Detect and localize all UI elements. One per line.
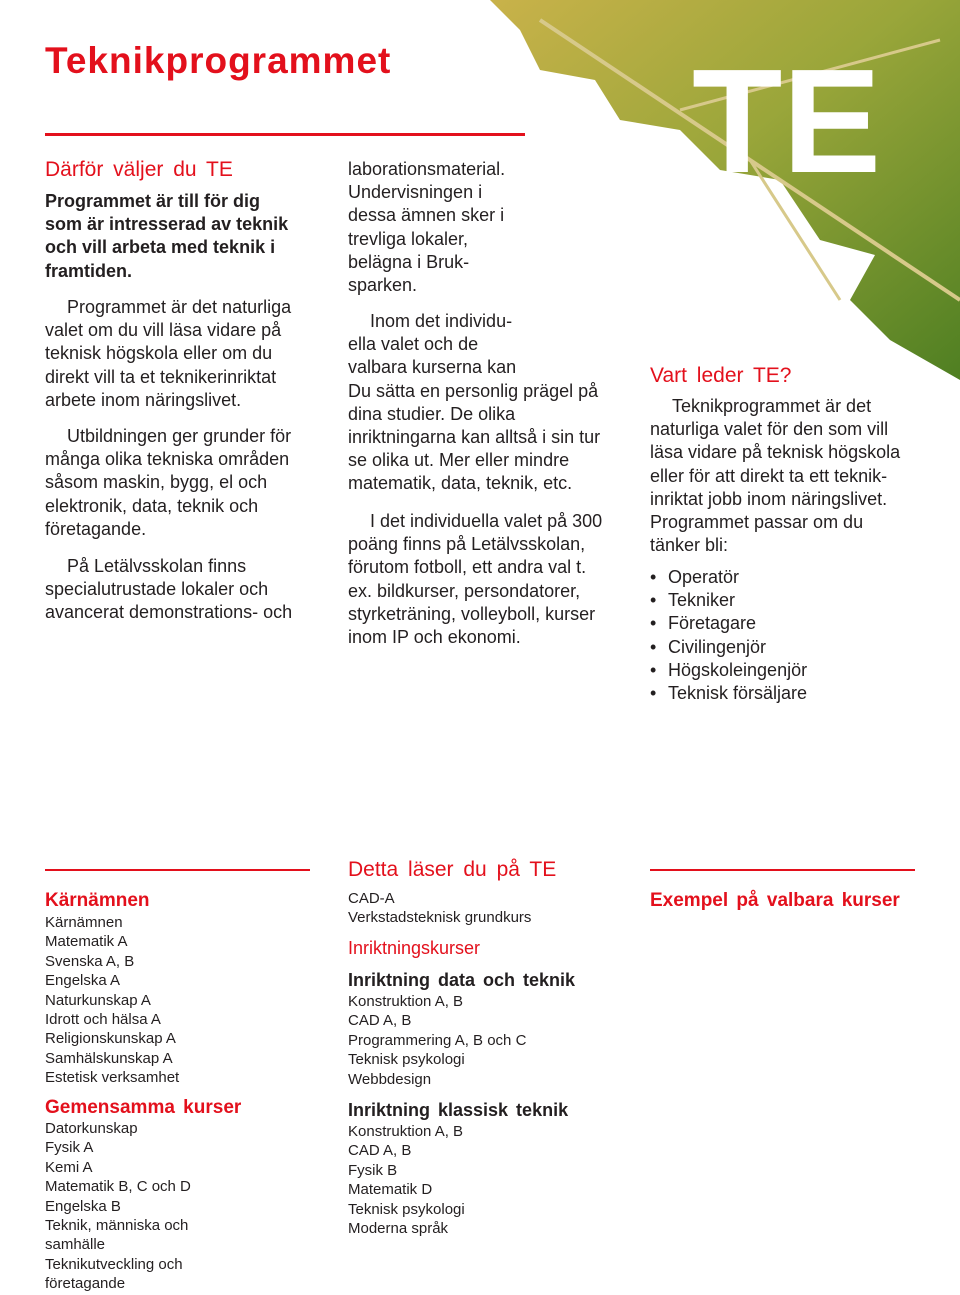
list-item: Matematik A bbox=[45, 933, 128, 951]
gemensamma-list bbox=[45, 1119, 191, 1294]
page-title: Teknikprogrammet bbox=[45, 40, 392, 81]
col2-paragraph-1: laborationsmaterial. Undervisningen i dessa ämnen sker i trevliga lokaler, belägna i Bruk- sparken. bbox=[348, 159, 506, 296]
list-item: Teknikutveckling och bbox=[45, 1255, 183, 1273]
col1-intro: Programmet är till för dig som är intresserad av teknik och vill arbeta med teknik i framtiden. bbox=[45, 191, 289, 281]
list-item: • Högskoleingenjör bbox=[650, 659, 807, 682]
data-teknik-heading: Inriktning data och teknik bbox=[348, 970, 576, 990]
list-item: Teknik, människa och bbox=[45, 1217, 189, 1235]
title-divider bbox=[45, 133, 525, 136]
list-item: CAD A, B bbox=[348, 1012, 412, 1030]
klassisk-teknik-heading: Inriktning klassisk teknik bbox=[348, 1100, 569, 1120]
col2-paragraph-3: I det individuella valet på 300 poäng finns på Letälvsskolan, förutom fotboll, ett andra val t. ex. bildkurser, persondatorer, styrketräning, volleyboll, kurser inom IP och ekonomi. bbox=[348, 511, 603, 648]
data-teknik-list bbox=[348, 992, 526, 1089]
list-item: Programmering A, B och C bbox=[348, 1031, 527, 1049]
list-item: Fysik A bbox=[45, 1139, 94, 1157]
list-item: Matematik D bbox=[348, 1181, 433, 1199]
list-item: Kemi A bbox=[45, 1158, 93, 1176]
list-item: Webbdesign bbox=[348, 1070, 432, 1088]
list-item: CAD-A bbox=[348, 890, 395, 907]
list-item: CAD A, B bbox=[348, 1142, 412, 1160]
list-item: • Tekniker bbox=[650, 589, 807, 612]
courses-divider-left bbox=[45, 869, 310, 871]
gemensamma-heading: Gemensamma kurser bbox=[45, 1097, 242, 1118]
list-item: Religionskunskap A bbox=[45, 1030, 176, 1048]
list-item: Teknisk psykologi bbox=[348, 1051, 465, 1069]
col2-paragraph-2: Inom det individu- ella valet och de valbara kurserna kan Du sätta en personlig prägel på dina studier. De olika inriktningarna kan alltså i sin tur se olika ut. Mer eller mindre matematik, data, teknik, etc. bbox=[348, 311, 601, 494]
list-item: Kärnämnen bbox=[45, 914, 123, 931]
list-item: Teknisk psykologi bbox=[348, 1200, 465, 1218]
list-item: Konstruktion A, B bbox=[348, 993, 464, 1010]
cad-list bbox=[348, 889, 531, 928]
col3-paragraph: Teknikprogrammet är det naturliga valet för den som vill läsa vidare på teknisk högskola eller för att direkt ta ett teknik- inriktat jobb inom näringslivet. Programmet passar om du tänker bli: bbox=[650, 396, 901, 556]
list-item: Engelska A bbox=[45, 972, 121, 990]
courses-divider-right bbox=[650, 869, 915, 871]
valbara-heading: Exempel på valbara kurser bbox=[650, 890, 900, 911]
list-item: Fysik B bbox=[348, 1161, 398, 1179]
col3-heading: Vart leder TE? bbox=[650, 364, 792, 387]
karnamnen-list bbox=[45, 913, 179, 1088]
list-item: Konstruktion A, B bbox=[348, 1123, 464, 1140]
col1-paragraph-1: Programmet är det naturliga valet om du vill läsa vidare på teknisk högskola eller om du direkt vill ta et teknikerinriktat arbete inom näringslivet. bbox=[45, 297, 292, 410]
list-item: Svenska A, B bbox=[45, 952, 135, 970]
te-emblem: TE bbox=[692, 39, 882, 204]
list-item: Moderna språk bbox=[348, 1220, 449, 1238]
career-list bbox=[650, 566, 807, 705]
list-item: samhälle bbox=[45, 1236, 106, 1254]
list-item: • Operatör bbox=[650, 566, 807, 589]
list-item: Engelska B bbox=[45, 1197, 121, 1215]
list-item: företagande bbox=[45, 1275, 126, 1293]
list-item: Idrott och hälsa A bbox=[45, 1011, 161, 1029]
list-item: Matematik B, C och D bbox=[45, 1178, 191, 1196]
inriktningskurser-heading: Inriktningskurser bbox=[348, 938, 481, 958]
col1-heading: Därför väljer du TE bbox=[45, 158, 233, 181]
col1-paragraph-2: Utbildningen ger grunder för många olika tekniska områden såsom maskin, bygg, el och elektronik, data, teknik och företagande. bbox=[45, 426, 292, 539]
karnamnen-heading: Kärnämnen bbox=[45, 890, 150, 911]
list-item: Datorkunskap bbox=[45, 1120, 138, 1137]
klassisk-teknik-list bbox=[348, 1122, 465, 1238]
list-item: • Civilingenjör bbox=[650, 636, 807, 659]
list-item: Samhälskunskap A bbox=[45, 1049, 173, 1067]
list-item: Estetisk verksamhet bbox=[45, 1069, 180, 1087]
courses-heading: Detta läser du på TE bbox=[348, 858, 557, 881]
list-item: Naturkunskap A bbox=[45, 991, 151, 1009]
col1-paragraph-3: På Letälvsskolan finns specialutrustade lokaler och avancerat demonstrations- och bbox=[45, 556, 293, 623]
list-item: • Teknisk försäljare bbox=[650, 682, 807, 705]
list-item: Verkstadsteknisk grundkurs bbox=[348, 909, 532, 927]
list-item: • Företagare bbox=[650, 612, 807, 635]
